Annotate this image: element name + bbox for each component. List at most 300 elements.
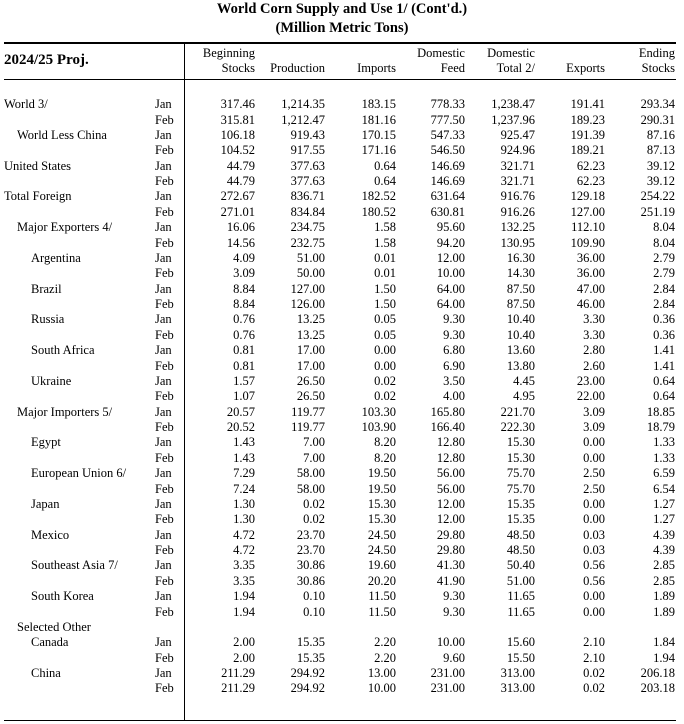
value-cell: 11.65 bbox=[507, 589, 535, 604]
row-pad bbox=[675, 666, 684, 681]
value-cell: 44.79 bbox=[226, 174, 255, 189]
table-row bbox=[0, 528, 684, 543]
month-label: Jan bbox=[155, 250, 172, 265]
table-row bbox=[0, 497, 684, 512]
month-label: Feb bbox=[155, 389, 174, 404]
value-cell: 10.00 bbox=[436, 266, 465, 281]
table-row bbox=[0, 512, 684, 527]
column-header-ending-stocks: Ending Stocks bbox=[638, 46, 675, 75]
value-cell: 14.56 bbox=[226, 235, 255, 250]
value-cell: 0.00 bbox=[583, 512, 605, 527]
region-label bbox=[0, 328, 155, 343]
value-cell: 24.50 bbox=[367, 527, 396, 542]
value-cell: 1.30 bbox=[233, 512, 255, 527]
value-cell: 12.00 bbox=[436, 250, 465, 265]
value-cell: 7.29 bbox=[233, 466, 255, 481]
value-cell: 916.76 bbox=[500, 189, 535, 204]
value-cell: 146.69 bbox=[430, 174, 465, 189]
value-cell: 87.13 bbox=[646, 143, 675, 158]
value-cell: 546.50 bbox=[430, 143, 465, 158]
value-cell: 0.76 bbox=[233, 327, 255, 342]
value-cell: 16.30 bbox=[506, 250, 535, 265]
month-label: Jan bbox=[155, 558, 172, 573]
value-cell: 166.40 bbox=[430, 420, 465, 435]
value-cell: 1.27 bbox=[653, 496, 675, 511]
value-cell: 3.09 bbox=[583, 420, 605, 435]
value-cell: 836.71 bbox=[290, 189, 325, 204]
region-label bbox=[0, 389, 155, 404]
table-row bbox=[0, 481, 684, 496]
row-pad bbox=[675, 235, 684, 250]
region-label: Egypt bbox=[31, 435, 61, 450]
region-label: Total Foreign bbox=[4, 189, 72, 204]
value-cell: 1.41 bbox=[653, 358, 675, 373]
value-cell: 211.29 bbox=[221, 666, 255, 681]
column-header-exports: Exports bbox=[566, 61, 605, 75]
table-row bbox=[0, 312, 684, 327]
region-label: Brazil bbox=[31, 281, 62, 296]
value-cell: 1.33 bbox=[653, 435, 675, 450]
table-row bbox=[0, 604, 684, 619]
region-label: Russia bbox=[31, 312, 65, 327]
value-cell: 23.70 bbox=[296, 543, 325, 558]
value-cell: 919.43 bbox=[290, 127, 325, 142]
region-label: South Africa bbox=[31, 343, 95, 358]
value-cell: 4.45 bbox=[513, 373, 535, 388]
value-cell: 191.39 bbox=[570, 127, 605, 142]
month-label: Feb bbox=[155, 543, 174, 558]
value-cell: 4.39 bbox=[653, 527, 675, 542]
value-cell: 2.84 bbox=[653, 281, 675, 296]
table-row bbox=[0, 282, 684, 297]
month-label: Feb bbox=[155, 112, 174, 127]
value-cell: 29.80 bbox=[436, 527, 465, 542]
value-cell: 15.30 bbox=[367, 512, 396, 527]
value-cell: 1,212.47 bbox=[281, 112, 325, 127]
value-cell: 1,214.35 bbox=[281, 97, 325, 112]
value-cell: 9.60 bbox=[443, 650, 465, 665]
value-cell: 0.00 bbox=[583, 604, 605, 619]
column-header-beginning-stocks: Beginning Stocks bbox=[202, 46, 255, 75]
value-cell: 0.01 bbox=[374, 266, 396, 281]
value-cell: 126.00 bbox=[290, 297, 325, 312]
region-label: United States bbox=[4, 158, 72, 173]
month-label: Feb bbox=[155, 604, 174, 619]
month-label: Jan bbox=[155, 496, 172, 511]
value-cell: 3.35 bbox=[233, 558, 255, 573]
value-cell: 8.84 bbox=[233, 281, 255, 296]
value-cell: 0.81 bbox=[233, 343, 255, 358]
value-cell: 18.79 bbox=[646, 420, 675, 435]
value-cell: 94.20 bbox=[436, 235, 465, 250]
value-cell: 221.70 bbox=[500, 404, 535, 419]
value-cell: 181.16 bbox=[361, 112, 396, 127]
table-row bbox=[0, 543, 684, 558]
region-label bbox=[0, 420, 155, 435]
value-cell: 8.04 bbox=[653, 235, 675, 250]
value-cell: 2.85 bbox=[653, 558, 675, 573]
value-cell: 2.80 bbox=[583, 343, 605, 358]
value-cell: 9.30 bbox=[443, 604, 465, 619]
value-cell: 2.00 bbox=[233, 650, 255, 665]
value-cell: 112.10 bbox=[571, 220, 605, 235]
value-cell: 189.23 bbox=[570, 112, 605, 127]
value-cell: 12.80 bbox=[436, 435, 465, 450]
region-label bbox=[0, 112, 155, 127]
value-cell: 834.84 bbox=[290, 204, 325, 219]
row-pad bbox=[675, 651, 684, 666]
value-cell: 15.35 bbox=[296, 650, 325, 665]
value-cell: 3.30 bbox=[583, 327, 605, 342]
row-pad bbox=[675, 312, 684, 327]
region-label: South Korea bbox=[31, 589, 94, 604]
value-cell: 290.31 bbox=[640, 112, 675, 127]
value-cell: 2.10 bbox=[583, 635, 605, 650]
column-header-domestic-feed: Domestic Feed bbox=[417, 46, 465, 75]
region-label bbox=[0, 574, 155, 589]
value-cell: 0.64 bbox=[653, 389, 675, 404]
value-cell: 0.05 bbox=[374, 327, 396, 342]
value-cell: 0.36 bbox=[653, 327, 675, 342]
column-header-imports: Imports bbox=[357, 61, 396, 75]
table-row bbox=[0, 451, 684, 466]
value-cell: 20.20 bbox=[367, 573, 396, 588]
value-cell: 2.20 bbox=[374, 650, 396, 665]
month-label: Jan bbox=[155, 343, 172, 358]
month-label: Feb bbox=[155, 650, 174, 665]
value-cell: 321.71 bbox=[500, 174, 535, 189]
row-pad bbox=[675, 589, 684, 604]
table-row bbox=[0, 651, 684, 666]
region-label: Southeast Asia 7/ bbox=[31, 558, 118, 573]
value-cell: 0.56 bbox=[583, 573, 605, 588]
value-cell: 9.30 bbox=[443, 312, 465, 327]
value-cell: 41.30 bbox=[436, 558, 465, 573]
table-row bbox=[0, 435, 684, 450]
value-cell: 50.40 bbox=[506, 558, 535, 573]
month-label: Feb bbox=[155, 143, 174, 158]
value-cell: 48.50 bbox=[506, 543, 535, 558]
value-cell: 0.03 bbox=[583, 543, 605, 558]
value-cell: 377.63 bbox=[290, 174, 325, 189]
value-cell: 36.00 bbox=[576, 266, 605, 281]
region-label: Major Exporters 4/ bbox=[17, 220, 113, 235]
value-cell: 18.85 bbox=[646, 404, 675, 419]
row-pad bbox=[675, 435, 684, 450]
month-label: Feb bbox=[155, 481, 174, 496]
value-cell: 1.50 bbox=[374, 297, 396, 312]
region-label bbox=[0, 143, 155, 158]
row-pad bbox=[675, 328, 684, 343]
value-cell: 321.71 bbox=[500, 158, 535, 173]
month-label: Jan bbox=[155, 373, 172, 388]
table-row bbox=[0, 589, 684, 604]
value-cell: 1.58 bbox=[374, 220, 396, 235]
value-cell: 17.00 bbox=[296, 343, 325, 358]
value-cell: 2.84 bbox=[653, 297, 675, 312]
value-cell: 6.59 bbox=[653, 466, 675, 481]
value-cell: 6.54 bbox=[653, 481, 675, 496]
value-cell: 180.52 bbox=[361, 204, 396, 219]
month-label: Jan bbox=[155, 527, 172, 542]
value-cell: 3.35 bbox=[233, 573, 255, 588]
row-pad bbox=[675, 189, 684, 204]
row-pad bbox=[675, 159, 684, 174]
value-cell: 129.18 bbox=[570, 189, 605, 204]
value-cell: 8.20 bbox=[374, 450, 396, 465]
month-label: Feb bbox=[155, 204, 174, 219]
table-row bbox=[0, 297, 684, 312]
table-row bbox=[0, 251, 684, 266]
region-label: Canada bbox=[31, 635, 69, 650]
value-cell: 23.00 bbox=[576, 373, 605, 388]
table-row bbox=[0, 235, 684, 250]
table-row bbox=[0, 159, 684, 174]
value-cell: 2.10 bbox=[583, 650, 605, 665]
row-pad bbox=[675, 481, 684, 496]
value-cell: 231.00 bbox=[430, 681, 465, 696]
region-label: Major Importers 5/ bbox=[17, 404, 113, 419]
row-pad bbox=[675, 389, 684, 404]
value-cell: 3.09 bbox=[583, 404, 605, 419]
report-subtitle: (Million Metric Tons) bbox=[275, 20, 409, 36]
value-cell: 39.12 bbox=[646, 174, 675, 189]
row-pad bbox=[675, 220, 684, 235]
value-cell: 0.56 bbox=[583, 558, 605, 573]
value-cell: 15.35 bbox=[506, 496, 535, 511]
value-cell: 62.23 bbox=[576, 174, 605, 189]
value-cell: 271.01 bbox=[220, 204, 255, 219]
value-cell: 46.00 bbox=[576, 297, 605, 312]
value-cell: 29.80 bbox=[436, 543, 465, 558]
value-cell: 8.20 bbox=[374, 435, 396, 450]
value-cell: 16.06 bbox=[226, 220, 255, 235]
value-cell: 1.89 bbox=[653, 604, 675, 619]
value-cell: 13.25 bbox=[296, 312, 325, 327]
row-pad bbox=[675, 358, 684, 373]
value-cell: 0.02 bbox=[303, 512, 325, 527]
month-label: Feb bbox=[155, 174, 174, 189]
value-cell: 15.60 bbox=[506, 635, 535, 650]
value-cell: 19.50 bbox=[367, 466, 396, 481]
value-cell: 0.00 bbox=[583, 435, 605, 450]
value-cell: 232.75 bbox=[290, 235, 325, 250]
value-cell: 11.50 bbox=[368, 604, 396, 619]
row-pad bbox=[675, 558, 684, 573]
value-cell: 119.77 bbox=[291, 404, 325, 419]
value-cell: 7.00 bbox=[303, 435, 325, 450]
region-label: European Union 6/ bbox=[31, 466, 127, 481]
value-cell: 119.77 bbox=[291, 420, 325, 435]
table-row bbox=[0, 681, 684, 696]
value-cell: 222.30 bbox=[500, 420, 535, 435]
value-cell: 41.90 bbox=[436, 573, 465, 588]
value-cell: 6.90 bbox=[443, 358, 465, 373]
region-label: World Less China bbox=[17, 127, 107, 142]
value-cell: 203.18 bbox=[640, 681, 675, 696]
value-cell: 8.84 bbox=[233, 297, 255, 312]
value-cell: 50.00 bbox=[296, 266, 325, 281]
value-cell: 4.39 bbox=[653, 543, 675, 558]
value-cell: 0.05 bbox=[374, 312, 396, 327]
value-cell: 30.86 bbox=[296, 573, 325, 588]
region-label bbox=[0, 205, 155, 220]
value-cell: 1.57 bbox=[233, 373, 255, 388]
value-cell: 62.23 bbox=[576, 158, 605, 173]
value-cell: 0.02 bbox=[374, 373, 396, 388]
value-cell: 51.00 bbox=[506, 573, 535, 588]
value-cell: 64.00 bbox=[436, 281, 465, 296]
value-cell: 0.10 bbox=[303, 604, 325, 619]
value-cell: 56.00 bbox=[436, 466, 465, 481]
table-row bbox=[0, 174, 684, 189]
region-label: Japan bbox=[31, 496, 60, 511]
row-pad bbox=[675, 574, 684, 589]
region-label bbox=[0, 481, 155, 496]
value-cell: 0.02 bbox=[583, 666, 605, 681]
row-pad bbox=[675, 343, 684, 358]
value-cell: 12.00 bbox=[436, 512, 465, 527]
value-cell: 916.26 bbox=[500, 204, 535, 219]
value-cell: 171.16 bbox=[361, 143, 396, 158]
value-cell: 87.50 bbox=[506, 297, 535, 312]
table-row bbox=[0, 558, 684, 573]
value-cell: 1,237.96 bbox=[491, 112, 535, 127]
value-cell: 206.18 bbox=[640, 666, 675, 681]
month-label: Jan bbox=[155, 435, 172, 450]
value-cell: 1.94 bbox=[233, 589, 255, 604]
region-label bbox=[0, 297, 155, 312]
value-cell: 191.41 bbox=[570, 97, 605, 112]
region-label bbox=[0, 174, 155, 189]
value-cell: 13.25 bbox=[296, 327, 325, 342]
region-label: Argentina bbox=[31, 250, 81, 265]
month-label: Jan bbox=[155, 635, 172, 650]
header-rule bbox=[4, 79, 676, 80]
row-pad bbox=[675, 282, 684, 297]
value-cell: 0.00 bbox=[583, 496, 605, 511]
value-cell: 2.85 bbox=[653, 573, 675, 588]
region-label: World 3/ bbox=[4, 97, 48, 112]
value-cell: 75.70 bbox=[506, 466, 535, 481]
value-cell: 0.64 bbox=[374, 158, 396, 173]
region-label bbox=[0, 651, 155, 666]
month-label: Jan bbox=[155, 666, 172, 681]
table-row bbox=[0, 328, 684, 343]
value-cell: 12.80 bbox=[436, 450, 465, 465]
value-cell: 317.46 bbox=[220, 97, 255, 112]
value-cell: 211.29 bbox=[221, 681, 255, 696]
month-label: Feb bbox=[155, 266, 174, 281]
table-row bbox=[0, 358, 684, 373]
value-cell: 130.95 bbox=[500, 235, 535, 250]
value-cell: 87.50 bbox=[506, 281, 535, 296]
value-cell: 15.30 bbox=[506, 435, 535, 450]
value-cell: 47.00 bbox=[576, 281, 605, 296]
value-cell: 20.57 bbox=[226, 404, 255, 419]
value-cell: 9.30 bbox=[443, 589, 465, 604]
value-cell: 1.94 bbox=[653, 650, 675, 665]
region-label: China bbox=[31, 666, 61, 681]
column-header-domestic-total: Domestic Total 2/ bbox=[487, 46, 535, 75]
value-cell: 4.95 bbox=[513, 389, 535, 404]
row-pad bbox=[675, 266, 684, 281]
month-label: Jan bbox=[155, 158, 172, 173]
value-cell: 15.35 bbox=[296, 635, 325, 650]
value-cell: 12.00 bbox=[436, 496, 465, 511]
value-cell: 0.64 bbox=[653, 373, 675, 388]
period-label: 2024/25 Proj. bbox=[4, 52, 89, 68]
value-cell: 36.00 bbox=[576, 250, 605, 265]
value-cell: 8.04 bbox=[653, 220, 675, 235]
row-pad bbox=[675, 543, 684, 558]
value-cell: 777.50 bbox=[430, 112, 465, 127]
month-label: Jan bbox=[155, 312, 172, 327]
region-label bbox=[0, 266, 155, 281]
region-label: Selected Other bbox=[17, 619, 91, 634]
table-row bbox=[0, 143, 684, 158]
value-cell: 1.41 bbox=[653, 343, 675, 358]
value-cell: 925.47 bbox=[500, 127, 535, 142]
row-pad bbox=[675, 251, 684, 266]
table-row bbox=[0, 666, 684, 681]
value-cell: 26.50 bbox=[296, 373, 325, 388]
value-cell: 23.70 bbox=[296, 527, 325, 542]
value-cell: 58.00 bbox=[296, 466, 325, 481]
month-label: Jan bbox=[155, 127, 172, 142]
value-cell: 104.52 bbox=[220, 143, 255, 158]
month-label: Feb bbox=[155, 450, 174, 465]
value-cell: 0.02 bbox=[374, 389, 396, 404]
value-cell: 10.00 bbox=[367, 681, 396, 696]
value-cell: 1.50 bbox=[374, 281, 396, 296]
value-cell: 11.50 bbox=[368, 589, 396, 604]
table-row bbox=[0, 574, 684, 589]
value-cell: 1.43 bbox=[233, 435, 255, 450]
row-pad bbox=[675, 451, 684, 466]
value-cell: 9.30 bbox=[443, 327, 465, 342]
row-pad bbox=[675, 420, 684, 435]
top-rule bbox=[4, 42, 676, 44]
month-label: Feb bbox=[155, 573, 174, 588]
value-cell: 631.64 bbox=[430, 189, 465, 204]
table-row bbox=[0, 389, 684, 404]
value-cell: 146.69 bbox=[430, 158, 465, 173]
value-cell: 51.00 bbox=[296, 250, 325, 265]
month-label: Feb bbox=[155, 512, 174, 527]
row-pad bbox=[675, 512, 684, 527]
value-cell: 313.00 bbox=[500, 666, 535, 681]
value-cell: 2.50 bbox=[583, 466, 605, 481]
value-cell: 0.00 bbox=[374, 358, 396, 373]
row-pad bbox=[675, 405, 684, 420]
month-label: Jan bbox=[155, 189, 172, 204]
value-cell: 26.50 bbox=[296, 389, 325, 404]
value-cell: 917.55 bbox=[290, 143, 325, 158]
month-label: Jan bbox=[155, 589, 172, 604]
table-row bbox=[0, 420, 684, 435]
month-label: Feb bbox=[155, 327, 174, 342]
value-cell: 1.89 bbox=[653, 589, 675, 604]
table-row bbox=[0, 374, 684, 389]
value-cell: 64.00 bbox=[436, 297, 465, 312]
value-cell: 14.30 bbox=[506, 266, 535, 281]
row-pad bbox=[675, 497, 684, 512]
table-row bbox=[0, 266, 684, 281]
value-cell: 3.50 bbox=[443, 373, 465, 388]
table-row bbox=[0, 466, 684, 481]
value-cell: 0.76 bbox=[233, 312, 255, 327]
